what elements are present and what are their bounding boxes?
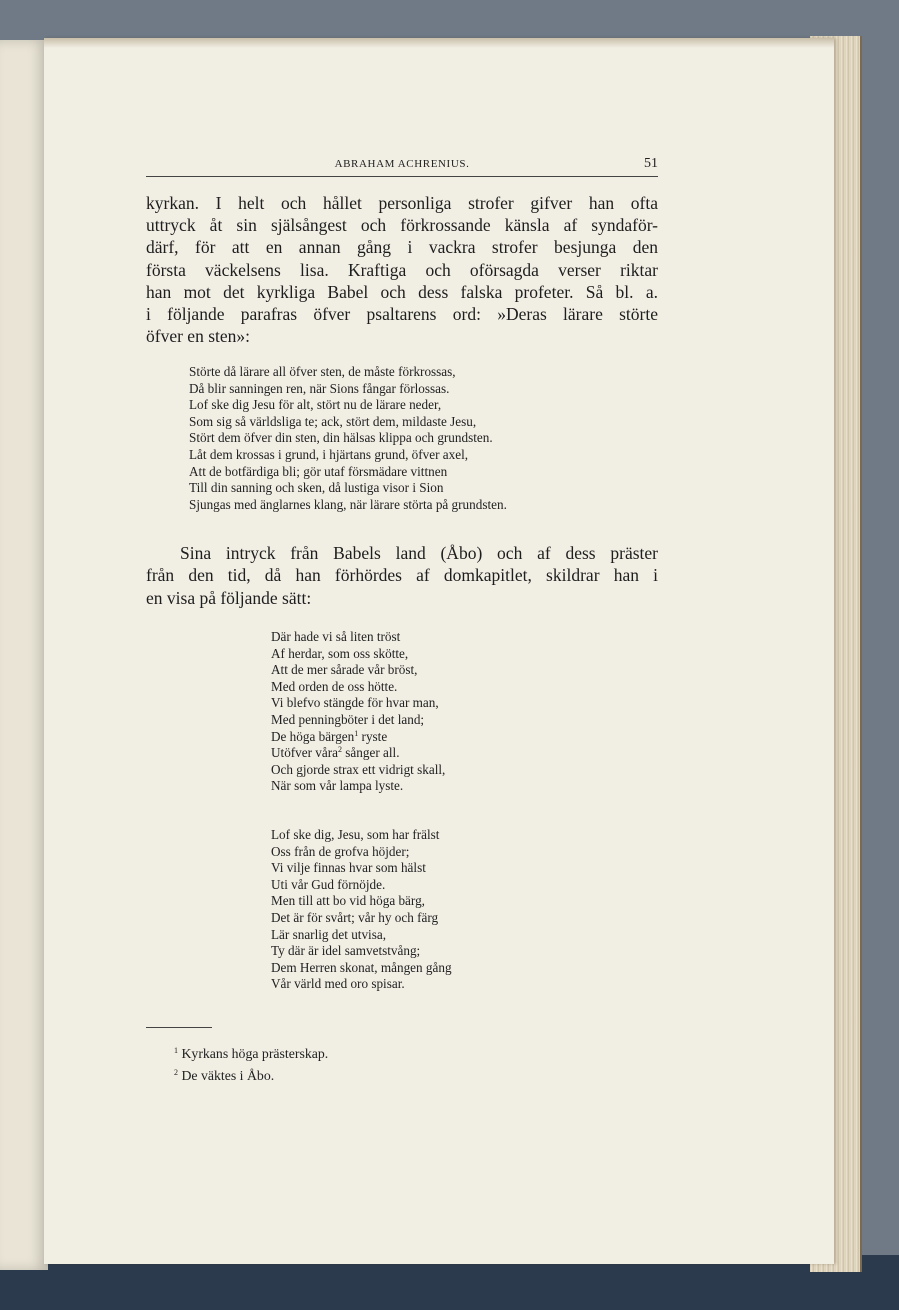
text-line: öfver en sten»:: [146, 326, 250, 347]
footnote-rule: [146, 1027, 212, 1028]
text-line: från den tid, då han förhördes af domkapitlet, skildrar han i: [146, 565, 658, 586]
footnote-mark: 2: [174, 1068, 178, 1077]
verse-text: sånger all.: [345, 745, 400, 761]
text-line: han mot det kyrkliga Babel och dess falska profeter. Så bl. a.: [146, 281, 658, 302]
verse-text: ryste: [361, 728, 388, 744]
verse-line: Vi blefvo stängde för hvar man,: [271, 695, 439, 711]
verse-line: Vi vilje finnas hvar som hälst: [271, 860, 426, 876]
verse-line: Men till att bo vid höga bärg,: [271, 893, 425, 909]
paragraph-2: [146, 542, 658, 609]
verse-line: Lof ske dig Jesu för alt, stört nu de lärare neder,: [189, 397, 442, 413]
footnotes: [174, 1043, 328, 1087]
verse-line: Och gjorde strax ett vidrigt skall,: [271, 761, 446, 777]
poem-2: [271, 629, 445, 795]
footnote-ref-1: 1: [354, 728, 359, 738]
paragraph-1: [146, 192, 658, 347]
text-line: uttryck åt sin själsångest och förkrossande känsla af syndaför-: [146, 215, 658, 236]
verse-line: Störte då lärare all öfver sten, de måste förkrossas,: [189, 364, 456, 379]
verse-line: Vår värld med oro spisar.: [271, 976, 405, 992]
verse-line: Stört dem öfver din sten, din hälsas klippa och grundsten.: [189, 430, 493, 446]
footnote-1: [174, 1043, 328, 1065]
verse-line: Dem Herren skonat, mången gång: [271, 959, 452, 975]
verse-line: Att de mer sårade vår bröst,: [271, 662, 418, 678]
verse-line: Med orden de oss hötte.: [271, 678, 398, 694]
verse-line: Det är för svårt; vår hy och färg: [271, 909, 439, 925]
facing-page-edge: [0, 40, 48, 1270]
footnote-text: Kyrkans höga prästerskap.: [181, 1046, 329, 1061]
verse-text: De höga bärgen: [271, 728, 355, 744]
text-line: därf, för att en annan gång i vackra strofer besjunga den: [146, 237, 658, 258]
verse-line: Att de botfärdiga bli; gör utaf försmädare vittnen: [189, 463, 448, 479]
verse-line: Lof ske dig, Jesu, som har frälst: [271, 827, 440, 842]
verse-line: Där hade vi så liten tröst: [271, 629, 401, 644]
running-head-title: ABRAHAM ACHRENIUS.: [334, 158, 470, 170]
verse-line: När som vår lampa lyste.: [271, 778, 404, 794]
footnote-2: [174, 1065, 328, 1087]
verse-line: Då blir sanningen ren, när Sions fångar förlossas.: [189, 380, 450, 396]
text-line: Sina intryck från Babels land (Åbo) och af dess präster: [180, 543, 658, 563]
poem-3: [271, 827, 452, 993]
footnote-text: De väktes i Åbo.: [181, 1068, 275, 1083]
verse-line: Sjungas med änglarnes klang, när lärare störta på grundsten.: [189, 496, 507, 512]
verse-line: Uti vår Gud förnöjde.: [271, 876, 386, 892]
verse-line: Af herdar, som oss skötte,: [271, 645, 409, 661]
text-line: kyrkan. I helt och hållet personliga strofer gifver han ofta: [146, 193, 658, 213]
verse-text: Utöfver våra: [271, 745, 338, 761]
footnote-ref-2: 2: [338, 745, 342, 755]
verse-line: Till din sanning och sken, då lustiga visor i Sion: [189, 480, 444, 496]
footnote-mark: 1: [174, 1046, 178, 1055]
page-number: 51: [644, 156, 658, 171]
running-head: [146, 158, 658, 177]
verse-line: Oss från de grofva höjder;: [271, 843, 410, 859]
page-top-shadow: [44, 38, 834, 48]
verse-line: Med penningböter i det land;: [271, 711, 425, 727]
text-line: första väckelsens lisa. Kraftiga och oförsagda verser riktar: [146, 259, 658, 280]
verse-line: Som sig så världsliga te; ack, stört dem, mildaste Jesu,: [189, 413, 477, 429]
verse-line-with-footnote: [271, 729, 445, 746]
verse-line: Lär snarlig det utvisa,: [271, 926, 386, 942]
verse-line-with-footnote: [271, 745, 445, 762]
verse-line: Ty där är idel samvetstvång;: [271, 943, 421, 959]
text-line: en visa på följande sätt:: [146, 587, 312, 608]
verse-line: Låt dem krossas i grund, i hjärtans grund, öfver axel,: [189, 446, 469, 462]
poem-1: [189, 364, 507, 513]
text-line: i följande parafras öfver psaltarens ord: »Deras lärare störte: [146, 304, 658, 325]
